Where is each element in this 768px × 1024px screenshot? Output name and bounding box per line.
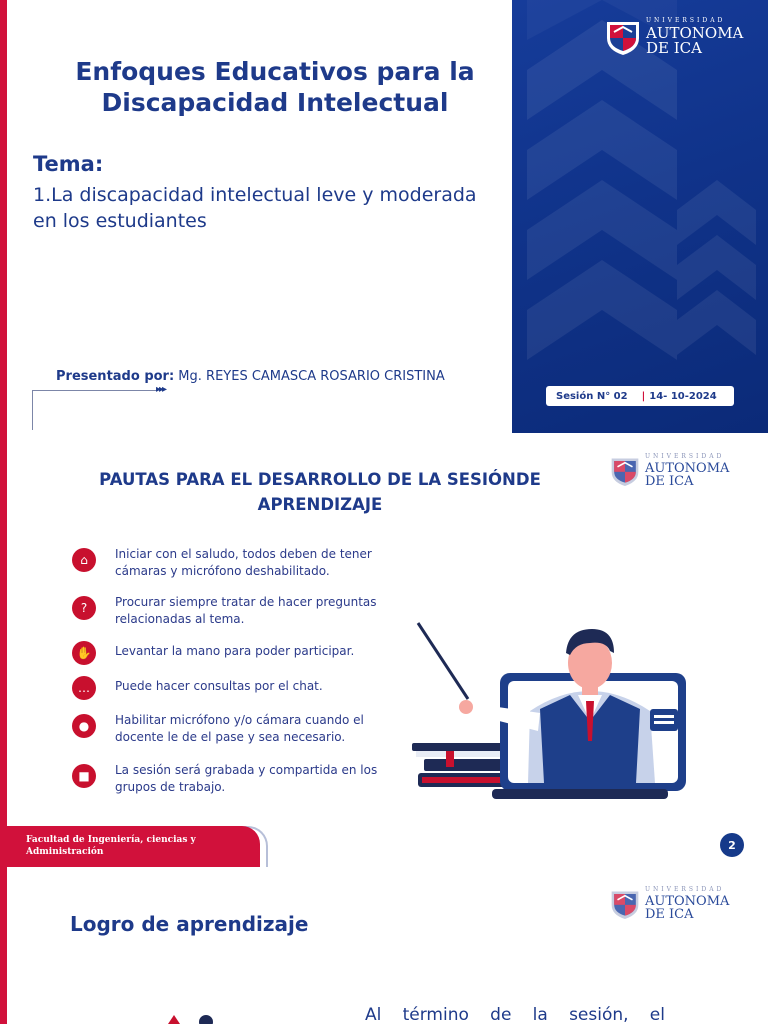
logo-universidad: UNIVERSIDAD (645, 453, 725, 460)
tema-text: 1.La discapacidad intelectual leve y moderada en los estudiantes (33, 184, 477, 232)
logo-autonoma: AUTONOMA (645, 894, 730, 909)
guideline-text: relacionadas al tema. (115, 612, 245, 626)
home-icon: ⌂ (72, 548, 96, 572)
learning-outcome-text: Al término de la sesión, el (365, 1005, 665, 1024)
accent-strip (0, 867, 7, 1024)
session-number: Sesión N° 02 (556, 390, 628, 402)
shield-icon (610, 888, 640, 920)
session-badge (546, 386, 734, 406)
chat-bubble-icon: … (72, 676, 96, 700)
guideline-text: Levantar la mano para poder participar. (115, 644, 355, 658)
guideline-text: cámaras y micrófono deshabilitado. (115, 564, 330, 578)
university-logo (610, 887, 729, 921)
guideline-item (72, 674, 392, 700)
guideline-text: La sesión será grabada y compartida en los (115, 763, 378, 777)
guidelines-slide (0, 433, 768, 867)
logo-autonoma: AUTONOMA (646, 24, 744, 42)
learning-outcome-slide (0, 867, 768, 1024)
logo-de-ica: DE ICA (645, 907, 694, 922)
presenter-underline (32, 390, 158, 430)
guideline-text: Habilitar micrófono y/o cámara cuando el (115, 713, 364, 727)
presentation-title (30, 56, 520, 118)
page-number: 2 (720, 833, 744, 857)
presenter-label: Presentado por: (56, 369, 175, 384)
teacher-illustration (410, 591, 700, 806)
presenter-name: Mg. REYES CAMASCA ROSARIO CRISTINA (174, 369, 445, 384)
logo-de-ica: DE ICA (646, 39, 702, 57)
guideline-item (72, 546, 392, 580)
tema-label: Tema: (33, 152, 104, 176)
faculty-name-line-1: Facultad de Ingeniería, ciencias y (26, 835, 196, 845)
arrows-icon: ▸▸▸ (156, 384, 166, 395)
title-slide (0, 0, 768, 433)
chevron-pattern (512, 0, 768, 433)
logo-de-ica: DE ICA (645, 474, 694, 489)
guideline-item (72, 639, 392, 665)
microphone-icon: ● (72, 714, 96, 738)
accent-strip (0, 433, 7, 867)
university-logo (605, 18, 743, 56)
title-line-2: Discapacidad Intelectual (101, 88, 449, 117)
video-camera-icon: ■ (72, 764, 96, 788)
faculty-footer (0, 826, 260, 867)
session-separator: | (641, 390, 646, 402)
logo-universidad: UNIVERSIDAD (645, 886, 725, 893)
learning-outcome-heading: Logro de aprendizaje (70, 912, 309, 936)
heading-line-1: PAUTAS PARA EL DESARROLLO DE LA SESIÓNDE (99, 470, 541, 489)
decorative-figure-icon (160, 1013, 220, 1024)
university-logo (610, 454, 729, 488)
shield-icon (610, 455, 640, 487)
guideline-text: Iniciar con el saludo, todos deben de tener (115, 547, 372, 561)
title-line-1: Enfoques Educativos para la (75, 57, 475, 86)
chat-question-icon: ? (72, 596, 96, 620)
guideline-text: grupos de trabajo. (115, 780, 226, 794)
guideline-text: Puede hacer consultas por el chat. (115, 679, 323, 693)
blue-side-panel (512, 0, 768, 433)
guideline-item (72, 712, 392, 746)
guideline-item (72, 762, 392, 796)
shield-icon (605, 18, 641, 56)
logo-universidad: UNIVERSIDAD (646, 17, 726, 24)
session-date: 14- 10-2024 (649, 390, 717, 402)
accent-strip (0, 0, 7, 433)
faculty-name-line-2: Administración (26, 847, 104, 857)
raise-hand-icon: ✋ (72, 641, 96, 665)
logo-autonoma: AUTONOMA (645, 461, 730, 476)
guidelines-heading (90, 467, 550, 517)
guideline-text: docente le de el pase y sea necesario. (115, 730, 346, 744)
heading-line-2: APRENDIZAJE (257, 495, 383, 514)
guideline-item (72, 594, 392, 628)
guideline-text: Procurar siempre tratar de hacer preguntas (115, 595, 377, 609)
presenter (56, 369, 445, 384)
